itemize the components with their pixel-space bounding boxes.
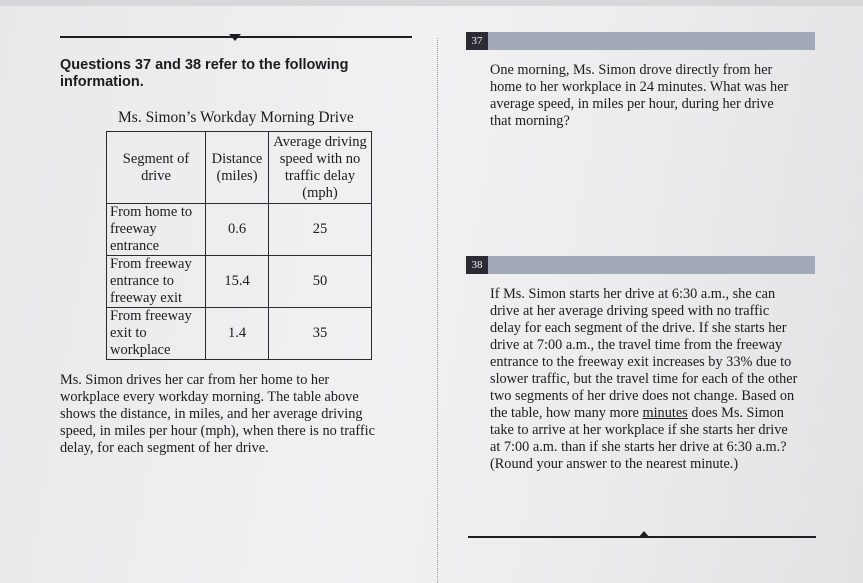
- table-header-row: [107, 132, 372, 204]
- question-line: entrance to the freeway exit increases by 33% due to: [490, 354, 792, 370]
- question-line: delay for each segment of the drive. If she starts her: [490, 320, 787, 336]
- distance-cell: 15.4: [206, 256, 269, 308]
- underlined-minutes: minutes: [642, 405, 688, 421]
- question-line: drive at 7:00 a.m., the travel time from the freeway: [490, 337, 783, 353]
- question-line: the table, how many more minutes does Ms. Simon: [490, 405, 784, 421]
- question-37-number: 37: [466, 32, 488, 50]
- table-title: Ms. Simon’s Workday Morning Drive: [118, 109, 354, 126]
- question-line: at 7:00 a.m. than if she starts her drive at 6:30 a.m.?: [490, 439, 787, 455]
- table-row: [107, 308, 372, 360]
- divider-caret-icon: [638, 531, 650, 538]
- header-segment: Segment of drive: [107, 132, 206, 204]
- passage-line: shows the distance, in miles, and her average driving: [60, 406, 363, 422]
- question-37-text: [490, 62, 820, 130]
- passage-line: delay, for each segment of her drive.: [60, 440, 269, 456]
- question-line: One morning, Ms. Simon drove directly from her: [490, 62, 773, 78]
- passage-line: workplace every workday morning. The table above: [60, 389, 359, 405]
- speed-cell: 35: [269, 308, 372, 360]
- question-38-header-bar: [466, 256, 815, 274]
- page-top-edge: [0, 0, 863, 6]
- distance-cell: 0.6: [206, 204, 269, 256]
- question-line: that morning?: [490, 113, 570, 129]
- question-line: (Round your answer to the nearest minute.): [490, 456, 739, 472]
- speed-cell: 25: [269, 204, 372, 256]
- question-line: take to arrive at her workplace if she starts her drive: [490, 422, 788, 438]
- passage-text: [60, 372, 410, 457]
- passage-line: Ms. Simon drives her car from her home to her: [60, 372, 330, 388]
- header-distance: Distance (miles): [206, 132, 269, 204]
- question-line: drive at her average driving speed with no traffic: [490, 303, 770, 319]
- segment-cell: From freeway entrance to freeway exit: [107, 256, 206, 308]
- table-row: [107, 256, 372, 308]
- segment-cell: From freeway exit to workplace: [107, 308, 206, 360]
- table-row: [107, 204, 372, 256]
- passage-line: speed, in miles per hour (mph), when there is no traffic: [60, 423, 375, 439]
- question-line: If Ms. Simon starts her drive at 6:30 a.m., she can: [490, 286, 776, 302]
- workday-drive-table: [106, 131, 372, 360]
- question-line: average speed, in miles per hour, during her drive: [490, 96, 774, 112]
- question-line: slower traffic, but the travel time for each of the other: [490, 371, 798, 387]
- divider-arrow-icon: [229, 34, 241, 41]
- question-38-number: 38: [466, 256, 488, 274]
- column-divider: [437, 38, 438, 583]
- segment-cell: From home to freeway entrance: [107, 204, 206, 256]
- header-speed: Average driving speed with no traffic delay (mph): [269, 132, 372, 204]
- intro-heading-line: information.: [60, 74, 144, 90]
- intro-heading-line: Questions 37 and 38 refer to the following: [60, 57, 349, 73]
- question-38-text: [490, 286, 820, 473]
- question-line: two segments of her drive does not change. Based on: [490, 388, 795, 404]
- speed-cell: 50: [269, 256, 372, 308]
- questions-intro-heading: [60, 57, 390, 91]
- distance-cell: 1.4: [206, 308, 269, 360]
- question-line: home to her workplace in 24 minutes. What was her: [490, 79, 789, 95]
- question-37-header-bar: [466, 32, 815, 50]
